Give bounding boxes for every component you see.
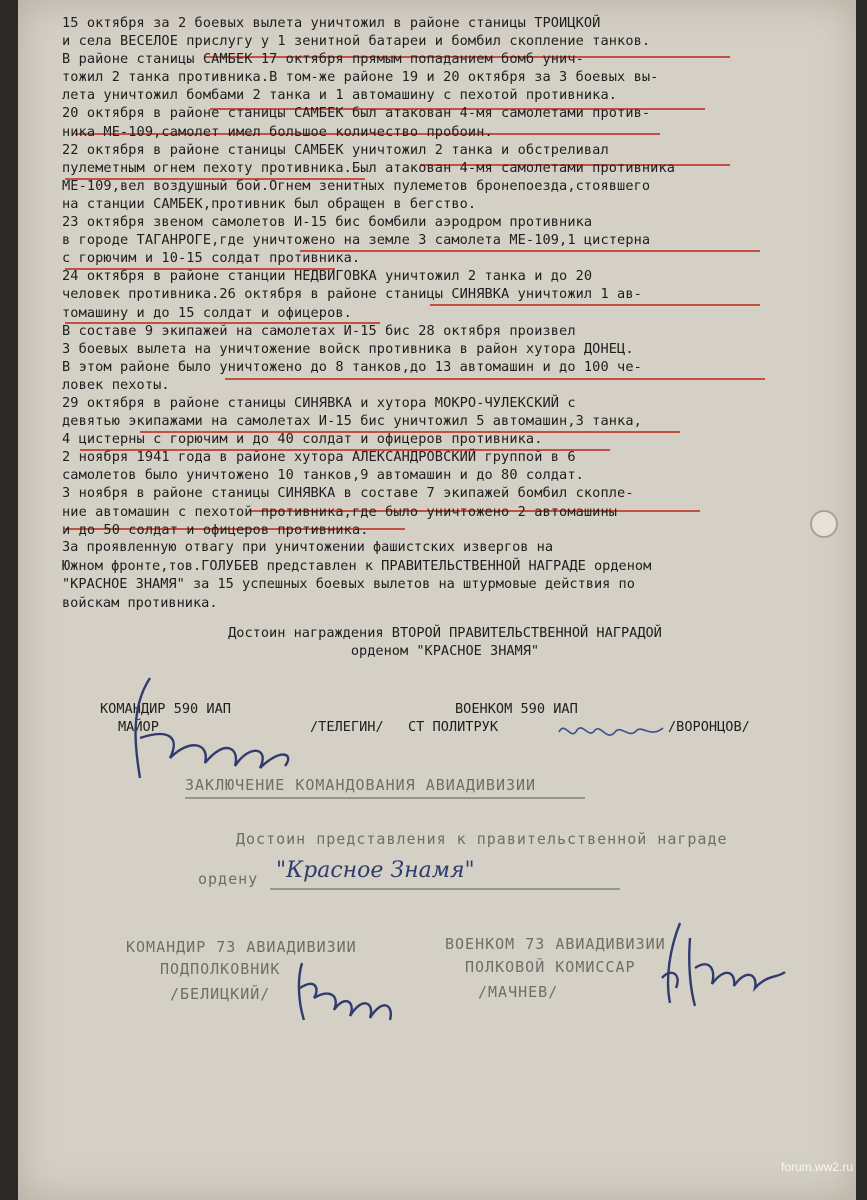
citation-paragraph: 2 ноября 1941 года в районе хутора АЛЕКСАНДРОВСКИЙ группой в 6 самолетов было уничтожено 10 танков,9 автомашин и до 80 солдат. 3 ноября в районе станицы СИНЯВКА в составе 7 экипажей бомбил скопле- ние автомашин с пехотой противника,где было уничтожено 2 автомашины и до 50 солдат и офицеров противника. xyxy=(62,449,634,538)
signature-telegin xyxy=(110,668,330,792)
signature-belitsky xyxy=(290,958,430,1032)
conclusion-order-prefix: ордену xyxy=(198,870,259,888)
signature-vorontsov xyxy=(555,712,675,756)
division-commissar-title: ВОЕНКОМ 73 АВИАДИВИЗИИ xyxy=(445,935,666,953)
division-commander-name: /БЕЛИЦКИЙ/ xyxy=(170,985,271,1003)
heading-underline xyxy=(185,797,585,799)
citation-paragraph: 22 октября в районе станицы САМБЕК уничтожил 2 танка и обстреливал пулеметным огнем пехоту противника.Был атакован 4-мя самолетами противника МЕ-109,вел воздушный бой.Огнем зенитных пулеметов бронепоезда,стоявшего на станции САМБЕК,противник был обращен в бегство. xyxy=(62,141,676,212)
worthy-line-1: Достоин награждения ВТОРОЙ ПРАВИТЕЛЬСТВЕННОЙ НАГРАДОЙ xyxy=(228,625,662,641)
regiment-commissar-name: /ВОРОНЦОВ/ xyxy=(668,719,750,735)
order-name-underline xyxy=(270,888,620,890)
citation-paragraph: 29 октября в районе станицы СИНЯВКА и хутора МОКРО-ЧУЛЕКСКИЙ с девятью экипажами на самолетах И-15 бис уничтожил 5 автомашин,3 танка, 4 цистерны с горючим и до 40 солдат и офицеров противника. xyxy=(62,394,642,448)
regiment-commissar-rank: СТ ПОЛИТРУК xyxy=(408,719,499,735)
handwritten-order-name: "Красное Знамя" xyxy=(276,858,475,883)
division-commissar-rank: ПОЛКОВОЙ КОМИССАР xyxy=(465,958,636,976)
citation-paragraph: 24 октября в районе станции НЕДВИГОВКА уничтожил 2 танка и до 20 человек противника.26 октября в районе станицы СИНЯВКА уничтожил 1 ав- томашину и до 15 солдат и офицеров. xyxy=(62,268,642,321)
regiment-commander-rank: МАЙОР xyxy=(118,719,159,735)
division-commander-title: КОМАНДИР 73 АВИАДИВИЗИИ xyxy=(126,938,357,956)
award-paragraph: За проявленную отвагу при уничтожении фашистских извергов на Южном фронте,тов.ГОЛУБЕВ представлен к ПРАВИТЕЛЬСТВЕННОЙ НАГРАДЕ орденом "КРАСНОЕ ЗНАМЯ" за 15 успешных боевых вылетов на штурмовые действия по войскам противника. xyxy=(62,539,652,611)
conclusion-heading: ЗАКЛЮЧЕНИЕ КОМАНДОВАНИЯ АВИАДИВИЗИИ xyxy=(185,776,537,794)
division-commander-rank: ПОДПОЛКОВНИК xyxy=(160,960,281,978)
conclusion-line-1: Достоин представления к правительственной награде xyxy=(236,830,728,848)
regiment-commissar-title: ВОЕНКОМ 590 ИАП xyxy=(455,701,578,717)
citation-paragraph: 23 октября звеном самолетов И-15 бис бомбили аэродром противника в городе ТАГАНРОГЕ,где уничтожено на земле 3 самолета МЕ-109,1 цистерна с горючим и 10-15 солдат противника. xyxy=(62,214,651,267)
regiment-commander-title: КОМАНДИР 590 ИАП xyxy=(100,701,231,717)
citation-body xyxy=(62,14,752,539)
signature-machnev xyxy=(650,918,800,1022)
punch-hole-right xyxy=(810,510,838,538)
watermark: forum.ww2.ru xyxy=(780,1160,853,1174)
worthy-line-2: орденом "КРАСНОЕ ЗНАМЯ" xyxy=(350,643,540,659)
regiment-commander-name: /ТЕЛЕГИН/ xyxy=(310,719,384,735)
citation-paragraph: В составе 9 экипажей на самолетах И-15 бис 28 октября произвел 3 боевых вылета на уничтожение войск противника в район хутора ДОНЕЦ. В этом районе было уничтожено до 8 танков,до 13 автомашин и до 100 че- ловек пехоты. xyxy=(62,322,642,393)
division-commissar-name: /МАЧНЕВ/ xyxy=(478,983,559,1001)
citation-paragraph: 15 октября за 2 боевых вылета уничтожил в районе станицы ТРОИЦКОЙ и села ВЕСЕЛОЕ прислугу у 1 зенитной батареи и бомбил скопление танков. В районе станицы САМБЕК 17 октября прямым попаданием бомб унич- тожил 2 танка противника.В том-же районе 19 и 20 октября за 3 боевых вы- лета уничтожил бомбами 2 танка и 1 автомашину с пехотой противника. 20 октября в районе станицы САМБЕК был атакован 4-мя самолетами против- ника МЕ-109,самолет имел большое количество пробоин. xyxy=(62,15,659,140)
